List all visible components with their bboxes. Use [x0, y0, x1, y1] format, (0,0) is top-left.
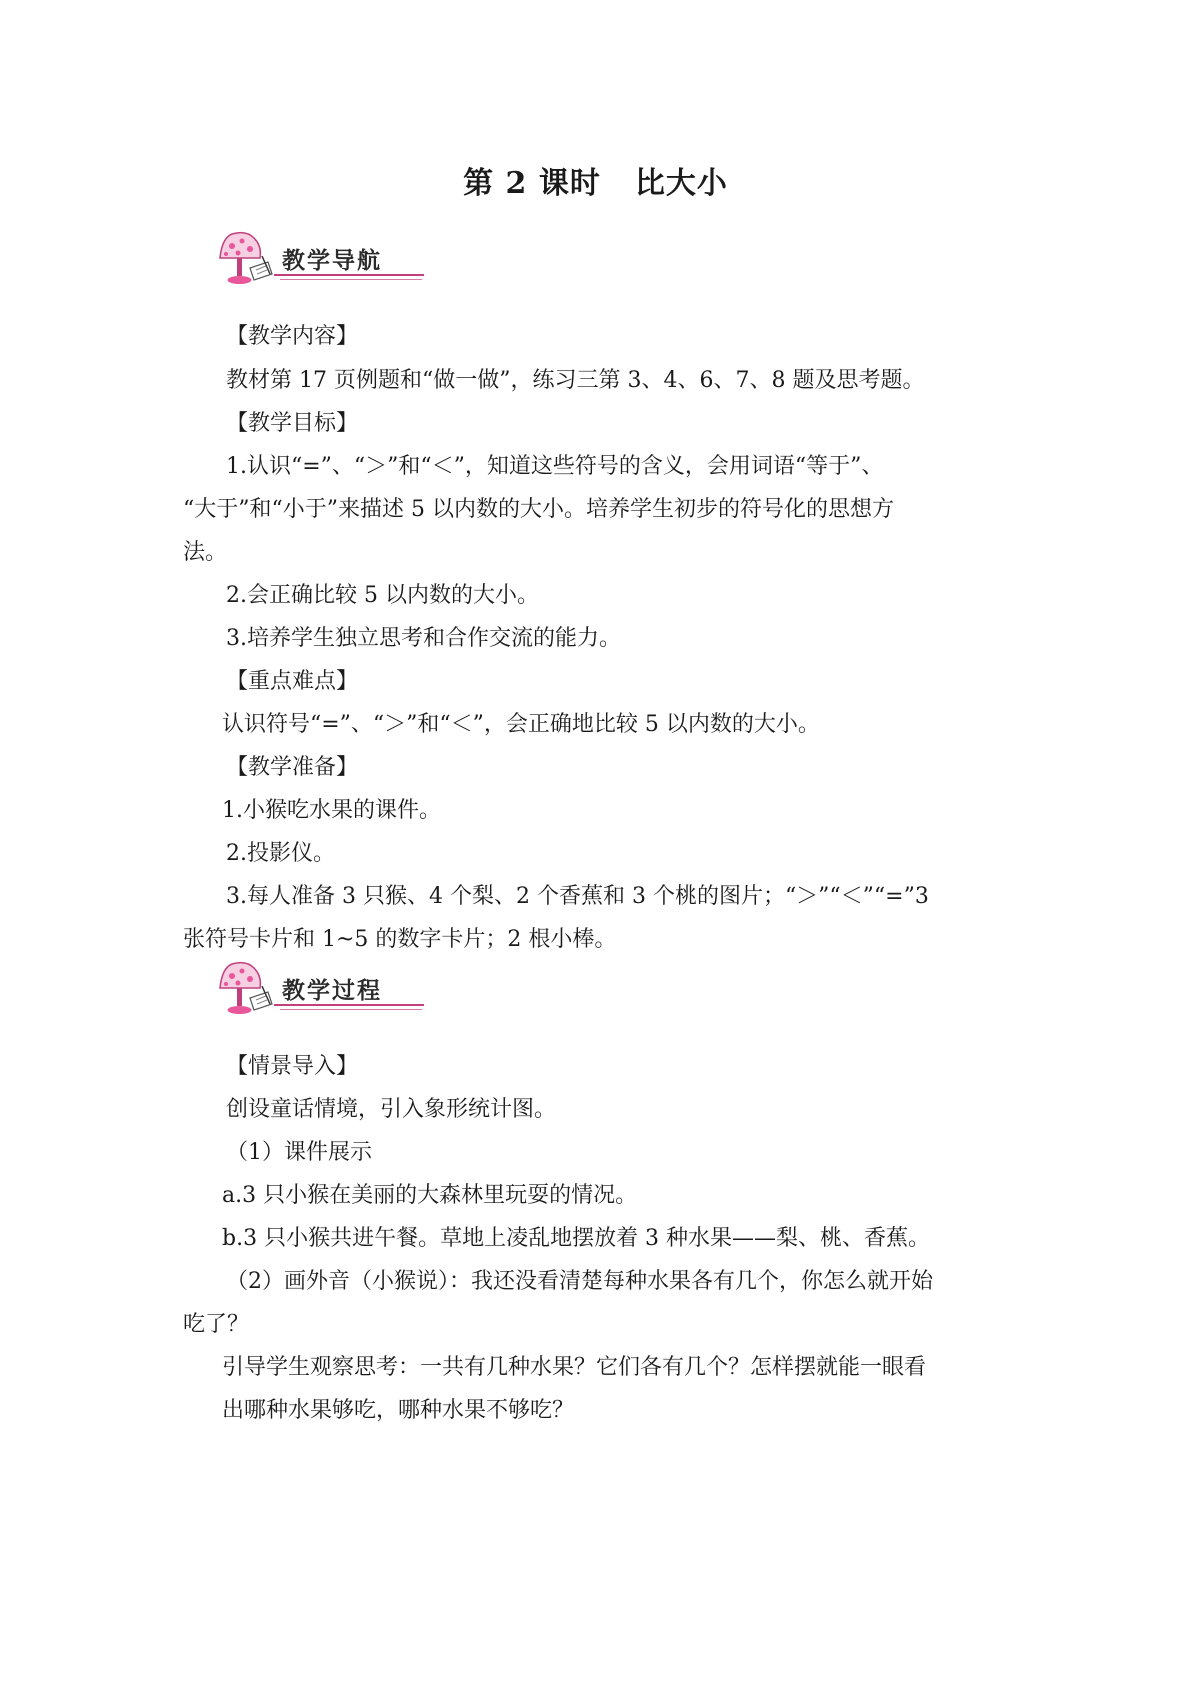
heading-introduction: 【情景导入】	[226, 1054, 359, 1079]
paragraph-line: （1）课件展示	[226, 1140, 372, 1165]
heading-content: 【教学内容】	[226, 324, 359, 349]
paragraph-line: 1.小猴吃水果的课件。	[222, 798, 441, 823]
lesson-topic: 比大小	[634, 166, 728, 201]
paragraph-line: 张符号卡片和 1~5 的数字卡片；2 根小棒。	[183, 927, 617, 952]
paragraph-line: 法。	[183, 540, 228, 565]
paragraph-line: 创设童话情境，引入象形统计图。	[226, 1097, 557, 1122]
paragraph-line: 引导学生观察思考：一共有几种水果？它们各有几个？怎样摆就能一眼看	[222, 1355, 927, 1380]
banner-underline	[274, 274, 424, 276]
heading-preparation: 【教学准备】	[226, 755, 359, 780]
lesson-number: 第 2 课时	[463, 166, 601, 201]
paragraph-line: 认识符号“=”、“＞”和“＜”，会正确地比较 5 以内数的大小。	[222, 712, 820, 737]
heading-objectives: 【教学目标】	[226, 411, 359, 436]
paragraph-line: 教材第 17 页例题和“做一做”，练习三第 3、4、6、7、8 题及思考题。	[226, 368, 925, 393]
paragraph-line: 3.培养学生独立思考和合作交流的能力。	[226, 626, 621, 651]
section-banner-nav	[210, 228, 410, 290]
paragraph-line: （2）画外音（小猴说）：我还没看清楚每种水果各有几个，你怎么就开始	[226, 1269, 933, 1294]
paragraph-line: 出哪种水果够吃，哪种水果不够吃？	[222, 1398, 575, 1423]
banner-underline-thin	[280, 1009, 422, 1010]
lamp-icon	[210, 958, 280, 1020]
banner-underline-thin	[280, 279, 422, 280]
page-title	[0, 158, 1191, 202]
section-banner-process	[210, 958, 410, 1020]
banner-label: 教学导航	[282, 248, 382, 274]
banner-label: 教学过程	[282, 978, 382, 1004]
paragraph-line: 3.每人准备 3 只猴、4 个梨、2 个香蕉和 3 个桃的图片；“＞”“＜”“=”3	[226, 884, 929, 909]
paragraph-line: 2.投影仪。	[226, 841, 335, 866]
paragraph-line: 2.会正确比较 5 以内数的大小。	[226, 583, 539, 608]
paragraph-line: 吃了？	[183, 1312, 250, 1337]
paragraph-line: a.3 只小猴在美丽的大森林里玩耍的情况。	[222, 1183, 638, 1208]
paragraph-line: b.3 只小猴共进午餐。草地上凌乱地摆放着 3 种水果——梨、桃、香蕉。	[222, 1226, 931, 1251]
lamp-icon	[210, 228, 280, 290]
paragraph-line: “大于”和“小于”来描述 5 以内数的大小。培养学生初步的符号化的思想方	[183, 497, 894, 522]
banner-underline	[274, 1004, 424, 1006]
paragraph-line: 1.认识“=”、“＞”和“＜”，知道这些符号的含义，会用词语“等于”、	[226, 454, 884, 479]
heading-key-points: 【重点难点】	[226, 669, 359, 694]
